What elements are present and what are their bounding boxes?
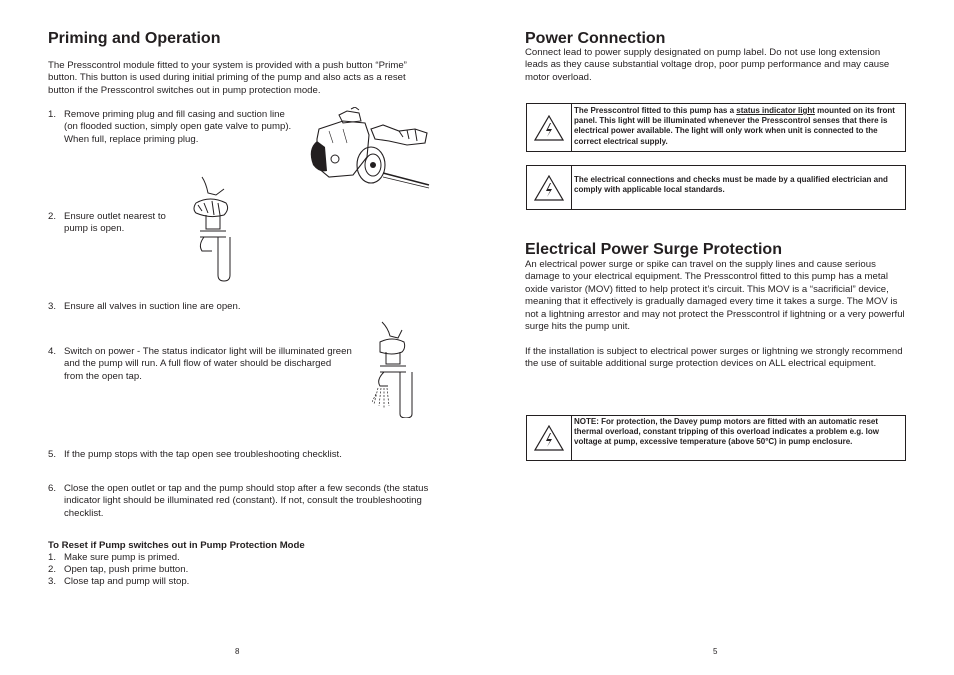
status-indicator-light-text: status indicator light	[736, 106, 815, 115]
surge-protection-title: Electrical Power Surge Protection	[525, 241, 782, 258]
electrical-hazard-triangle-icon	[534, 115, 564, 141]
surge-paragraph-1: An electrical power surge or spike can travel on the supply lines and cause serious damage to your electrical equipment. The Presscontrol fitted to this pump has a metal oxide varistor (MOV) fitted to help protect it’s circuit. This MOV is a “sacrificial” device, meaning that it effectively is gradually damaged every time it takes a surge. The MOV is not a lightning arrestor and may not protect the Presscontrol if lightning or a very powerful surge hits the pump unit.	[525, 259, 905, 333]
power-connection-text: Connect lead to power supply designated on pump label. Do not use long extension leads as they cause substantial voltage drop, poor pump performance and may cause motor overload.	[525, 47, 890, 83]
warning-box-thermal-overload: NOTE: For protection, the Davey pump motors are fitted with an automatic reset thermal overload, constant tripping of this overload indicates a problem e.g. low voltage at pump, excessive temperature (above 50°C) in pump enclosure.	[526, 415, 906, 461]
hand-tap-illustration	[186, 175, 244, 283]
step-5: 5. If the pump stops with the tap open see troubleshooting checklist.	[48, 449, 342, 460]
step-1: 1. Remove priming plug and fill casing and suction line (on flooded suction, simply open gate valve to pump). When full, replace priming plug.	[48, 109, 292, 145]
step-2: 2. Ensure outlet nearest to pump is open.	[48, 211, 166, 235]
reset-title: To Reset if Pump switches out in Pump Protection Mode	[48, 540, 305, 551]
reset-step-2: 2. Open tap, push prime button.	[48, 564, 189, 575]
electrical-hazard-triangle-icon	[534, 425, 564, 451]
warning-box-electrician: The electrical connections and checks must be made by a qualified electrician and comply with applicable local standards.	[526, 165, 906, 210]
step-4: 4. Switch on power - The status indicator light will be illuminated green and the pump will run. A full flow of water should be discharged from the open tap.	[48, 346, 352, 382]
reset-step-1: 1. Make sure pump is primed.	[48, 552, 180, 563]
surge-paragraph-2: If the installation is subject to electrical power surges or lightning we strongly recommend the use of suitable additional surge protection devices on ALL electrical equipment.	[525, 346, 903, 370]
step-6: 6. Close the open outlet or tap and the pump should stop after a few seconds (the status indicator light should be illuminated red (constant). If not, consult the troubleshooting checklist.	[48, 483, 429, 519]
power-connection-title: Power Connection	[525, 30, 666, 47]
reset-step-3: 3. Close tap and pump will stop.	[48, 576, 190, 587]
priming-intro: The Presscontrol module fitted to your system is provided with a push button “Prime” button. This button is used during initial priming of the pump and also acts as a reset button if the Presscontrol switches out in pump protection mode.	[48, 60, 407, 96]
right-page	[477, 0, 954, 675]
step-3: 3. Ensure all valves in suction line are open.	[48, 301, 241, 312]
warning-box-status-light: The Presscontrol fitted to this pump has a status indicator light mounted on its front panel. This light will be illuminated whenever the Presscontrol senses that there is electrical power available. The light will only work when unit is connected to the correct electrical supply.	[526, 103, 906, 152]
pump-priming-illustration	[303, 107, 431, 189]
page-number-right: 5	[713, 647, 718, 656]
page-number-left: 8	[235, 647, 240, 656]
priming-title: Priming and Operation	[48, 30, 221, 47]
electrical-hazard-triangle-icon	[534, 175, 564, 201]
tap-water-flow-illustration	[372, 318, 422, 418]
